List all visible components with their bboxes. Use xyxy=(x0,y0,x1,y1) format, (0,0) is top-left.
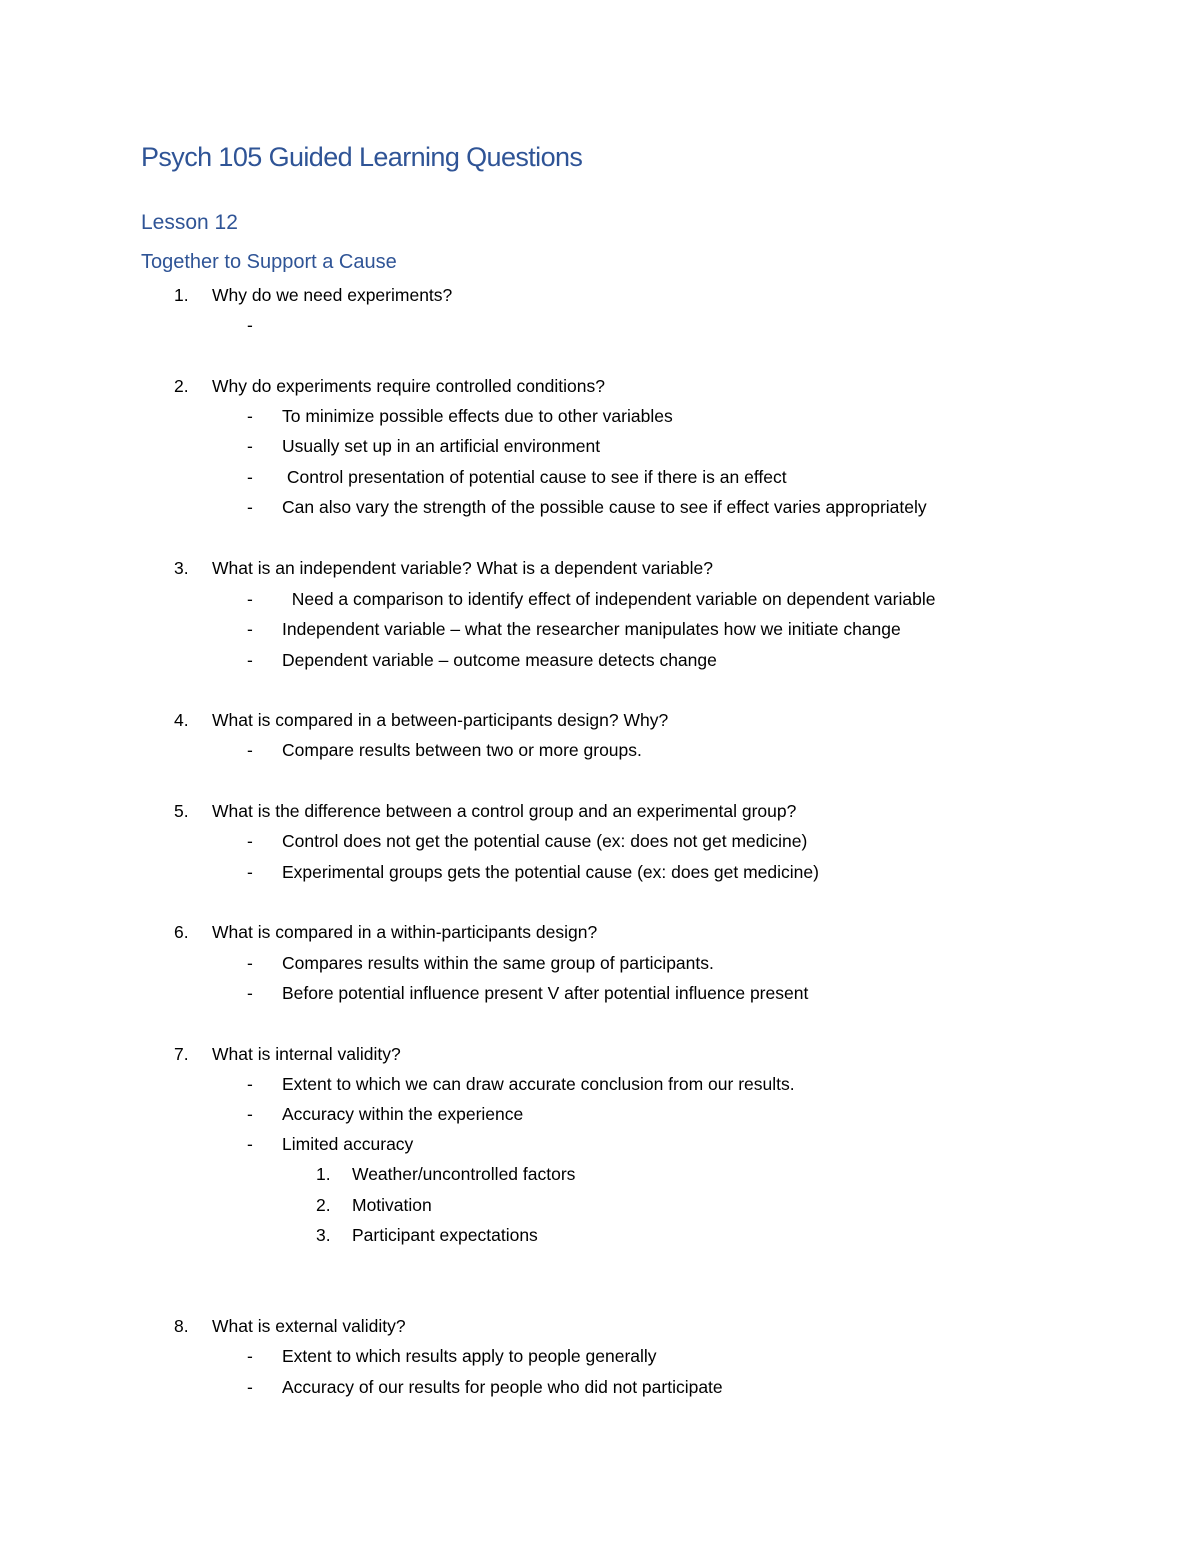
answer-text: Independent variable – what the researcher manipulates how we initiate change xyxy=(282,619,901,639)
sub-item-text: Participant expectations xyxy=(352,1225,538,1245)
answer-text: Control presentation of potential cause to see if there is an effect xyxy=(282,467,787,487)
answer-text: Need a comparison to identify effect of independent variable on dependent variable xyxy=(282,589,936,609)
sub-item-number: 3. xyxy=(316,1225,331,1245)
lesson-heading: Lesson 12 xyxy=(141,211,238,234)
bullet-dash: - xyxy=(247,740,253,760)
answer-text: Control does not get the potential cause (ex: does not get medicine) xyxy=(282,831,808,851)
answer-text: Accuracy of our results for people who did not participate xyxy=(282,1377,723,1397)
bullet-dash: - xyxy=(247,953,253,973)
bullet-dash: - xyxy=(247,983,253,1003)
answer-text: Experimental groups gets the potential cause (ex: does get medicine) xyxy=(282,862,819,882)
question-text: What is compared in a within-participants design? xyxy=(212,922,598,942)
answer-text: Accuracy within the experience xyxy=(282,1104,524,1124)
page-title: Psych 105 Guided Learning Questions xyxy=(141,142,583,172)
question-text: Why do experiments require controlled conditions? xyxy=(212,376,605,396)
answer-text: Extent to which we can draw accurate conclusion from our results. xyxy=(282,1074,795,1094)
question-text: What is external validity? xyxy=(212,1316,406,1336)
bullet-dash: - xyxy=(247,406,253,426)
sub-item-number: 1. xyxy=(316,1164,331,1184)
bullet-dash: - xyxy=(247,1104,253,1124)
sub-item-text: Weather/uncontrolled factors xyxy=(352,1164,576,1184)
question-number: 1. xyxy=(174,285,189,305)
bullet-dash: - xyxy=(247,589,253,609)
sub-item-text: Motivation xyxy=(352,1195,432,1215)
bullet-dash: - xyxy=(247,1134,253,1154)
bullet-dash: - xyxy=(247,619,253,639)
question-number: 7. xyxy=(174,1044,189,1064)
answer-text: Before potential influence present V after potential influence present xyxy=(282,983,809,1003)
bullet-dash: - xyxy=(247,650,253,670)
answer-text: Extent to which results apply to people generally xyxy=(282,1346,657,1366)
question-number: 4. xyxy=(174,710,189,730)
question-number: 8. xyxy=(174,1316,189,1336)
question-text: What is internal validity? xyxy=(212,1044,401,1064)
answer-text: Usually set up in an artificial environment xyxy=(282,436,601,456)
question-text: Why do we need experiments? xyxy=(212,285,453,305)
answer-text: Compares results within the same group of participants. xyxy=(282,953,714,973)
answer-text: Dependent variable – outcome measure detects change xyxy=(282,650,717,670)
question-number: 3. xyxy=(174,558,189,578)
sub-item-number: 2. xyxy=(316,1195,331,1215)
question-number: 2. xyxy=(174,376,189,396)
bullet-dash: - xyxy=(247,315,253,335)
bullet-dash: - xyxy=(247,1346,253,1366)
question-text: What is the difference between a control group and an experimental group? xyxy=(212,801,797,821)
question-number: 5. xyxy=(174,801,189,821)
answer-text: To minimize possible effects due to other variables xyxy=(282,406,673,426)
bullet-dash: - xyxy=(247,1377,253,1397)
question-text: What is an independent variable? What is a dependent variable? xyxy=(212,558,714,578)
bullet-dash: - xyxy=(247,862,253,882)
question-number: 6. xyxy=(174,922,189,942)
answer-text: Limited accuracy xyxy=(282,1134,414,1154)
bullet-dash: - xyxy=(247,497,253,517)
section-heading: Together to Support a Cause xyxy=(141,251,397,273)
bullet-dash: - xyxy=(247,436,253,456)
answer-text: Compare results between two or more groups. xyxy=(282,740,642,760)
question-text: What is compared in a between-participants design? Why? xyxy=(212,710,669,730)
bullet-dash: - xyxy=(247,831,253,851)
bullet-dash: - xyxy=(247,1074,253,1094)
answer-text: Can also vary the strength of the possible cause to see if effect varies appropriately xyxy=(282,497,927,517)
bullet-dash: - xyxy=(247,467,253,487)
